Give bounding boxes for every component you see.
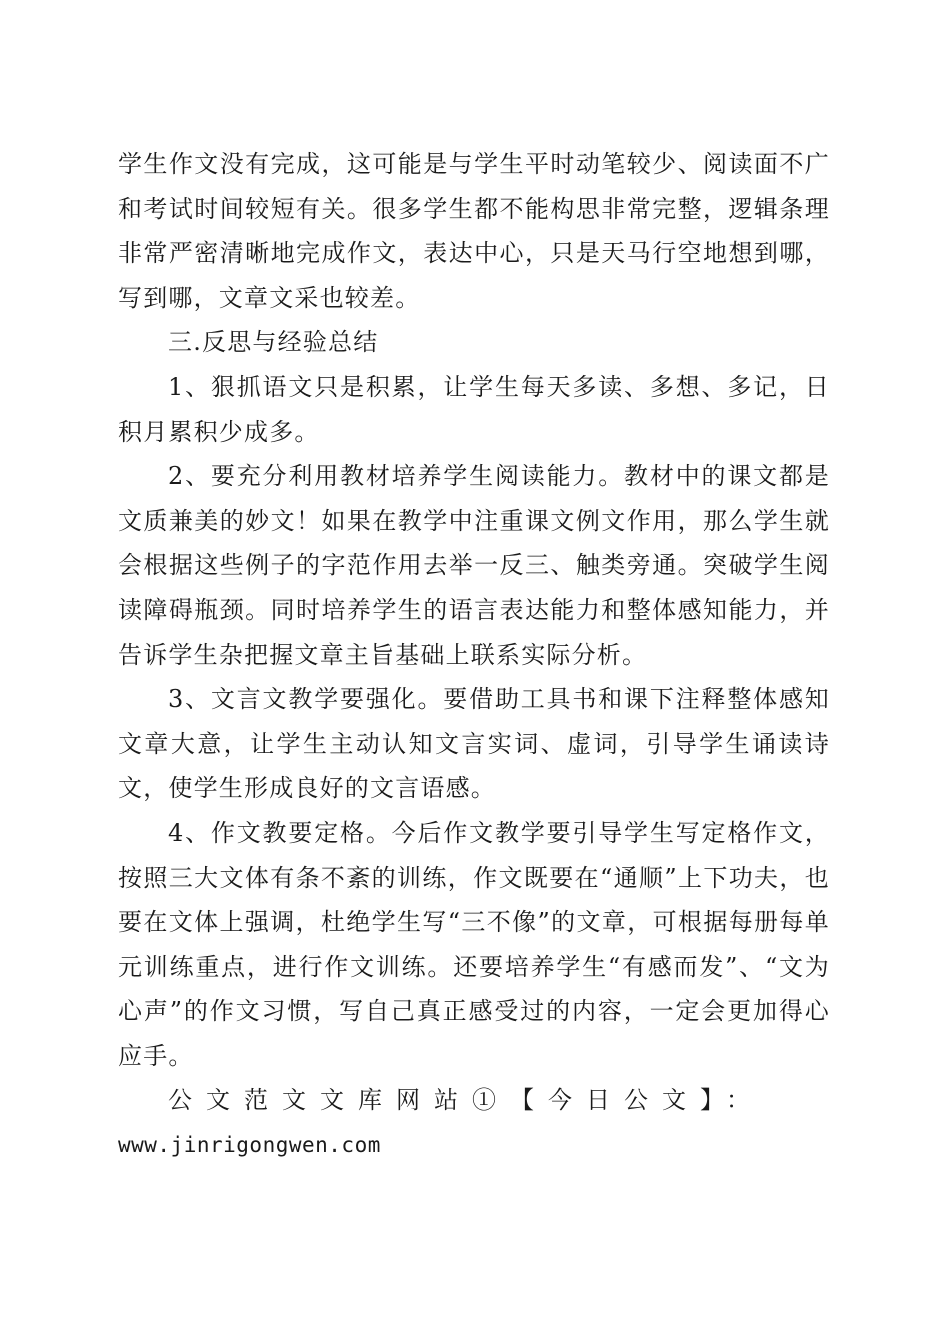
paragraph-point-3: 3、文言文教学要强化。要借助工具书和课下注释整体感知文章大意，让学生主动认知文言实词、虚词，引导学生诵读诗文，使学生形成良好的文言语感。 (118, 685, 830, 803)
section-heading-reflection: 三.反思与经验总结 (168, 328, 379, 357)
footer-site-url[interactable]: www.jinrigongwen.com (118, 1133, 381, 1158)
paragraph-point-1: 1、狠抓语文只是积累，让学生每天多读、多想、多记，日积月累积少成多。 (118, 372, 830, 446)
document-page (118, 142, 830, 1168)
paragraph-continuation: 学生作文没有完成，这可能是与学生平时动笔较少、阅读面不广和考试时间较短有关。很多学生都不能构思非常完整，逻辑条理非常严密清晰地完成作文，表达中心，只是天马行空地想到哪，写到哪，文章文采也较差。 (118, 150, 830, 312)
paragraph-point-4: 4、作文教要定格。今后作文教学要引导学生写定格作文，按照三大文体有条不紊的训练，作文既要在“通顺”上下功夫，也要在文体上强调，杜绝学生写“三不像”的文章，可根据每册每单元训练重点，进行作文训练。还要培养学生“有感而发”、“文为心声”的作文习惯，写自己真正感受过的内容，一定会更加得心应手。 (118, 818, 830, 1070)
paragraph-point-2: 2、要充分利用教材培养学生阅读能力。教材中的课文都是文质兼美的妙文！如果在教学中注重课文例文作用，那么学生就会根据这些例子的字范作用去举一反三、触类旁通。突破学生阅读障碍瓶颈。同时培养学生的语言表达能力和整体感知能力，并告诉学生杂把握文章主旨基础上联系实际分析。 (118, 462, 830, 669)
footer-site-label: 公文范文文库网站①【今日公文】： (168, 1086, 764, 1115)
